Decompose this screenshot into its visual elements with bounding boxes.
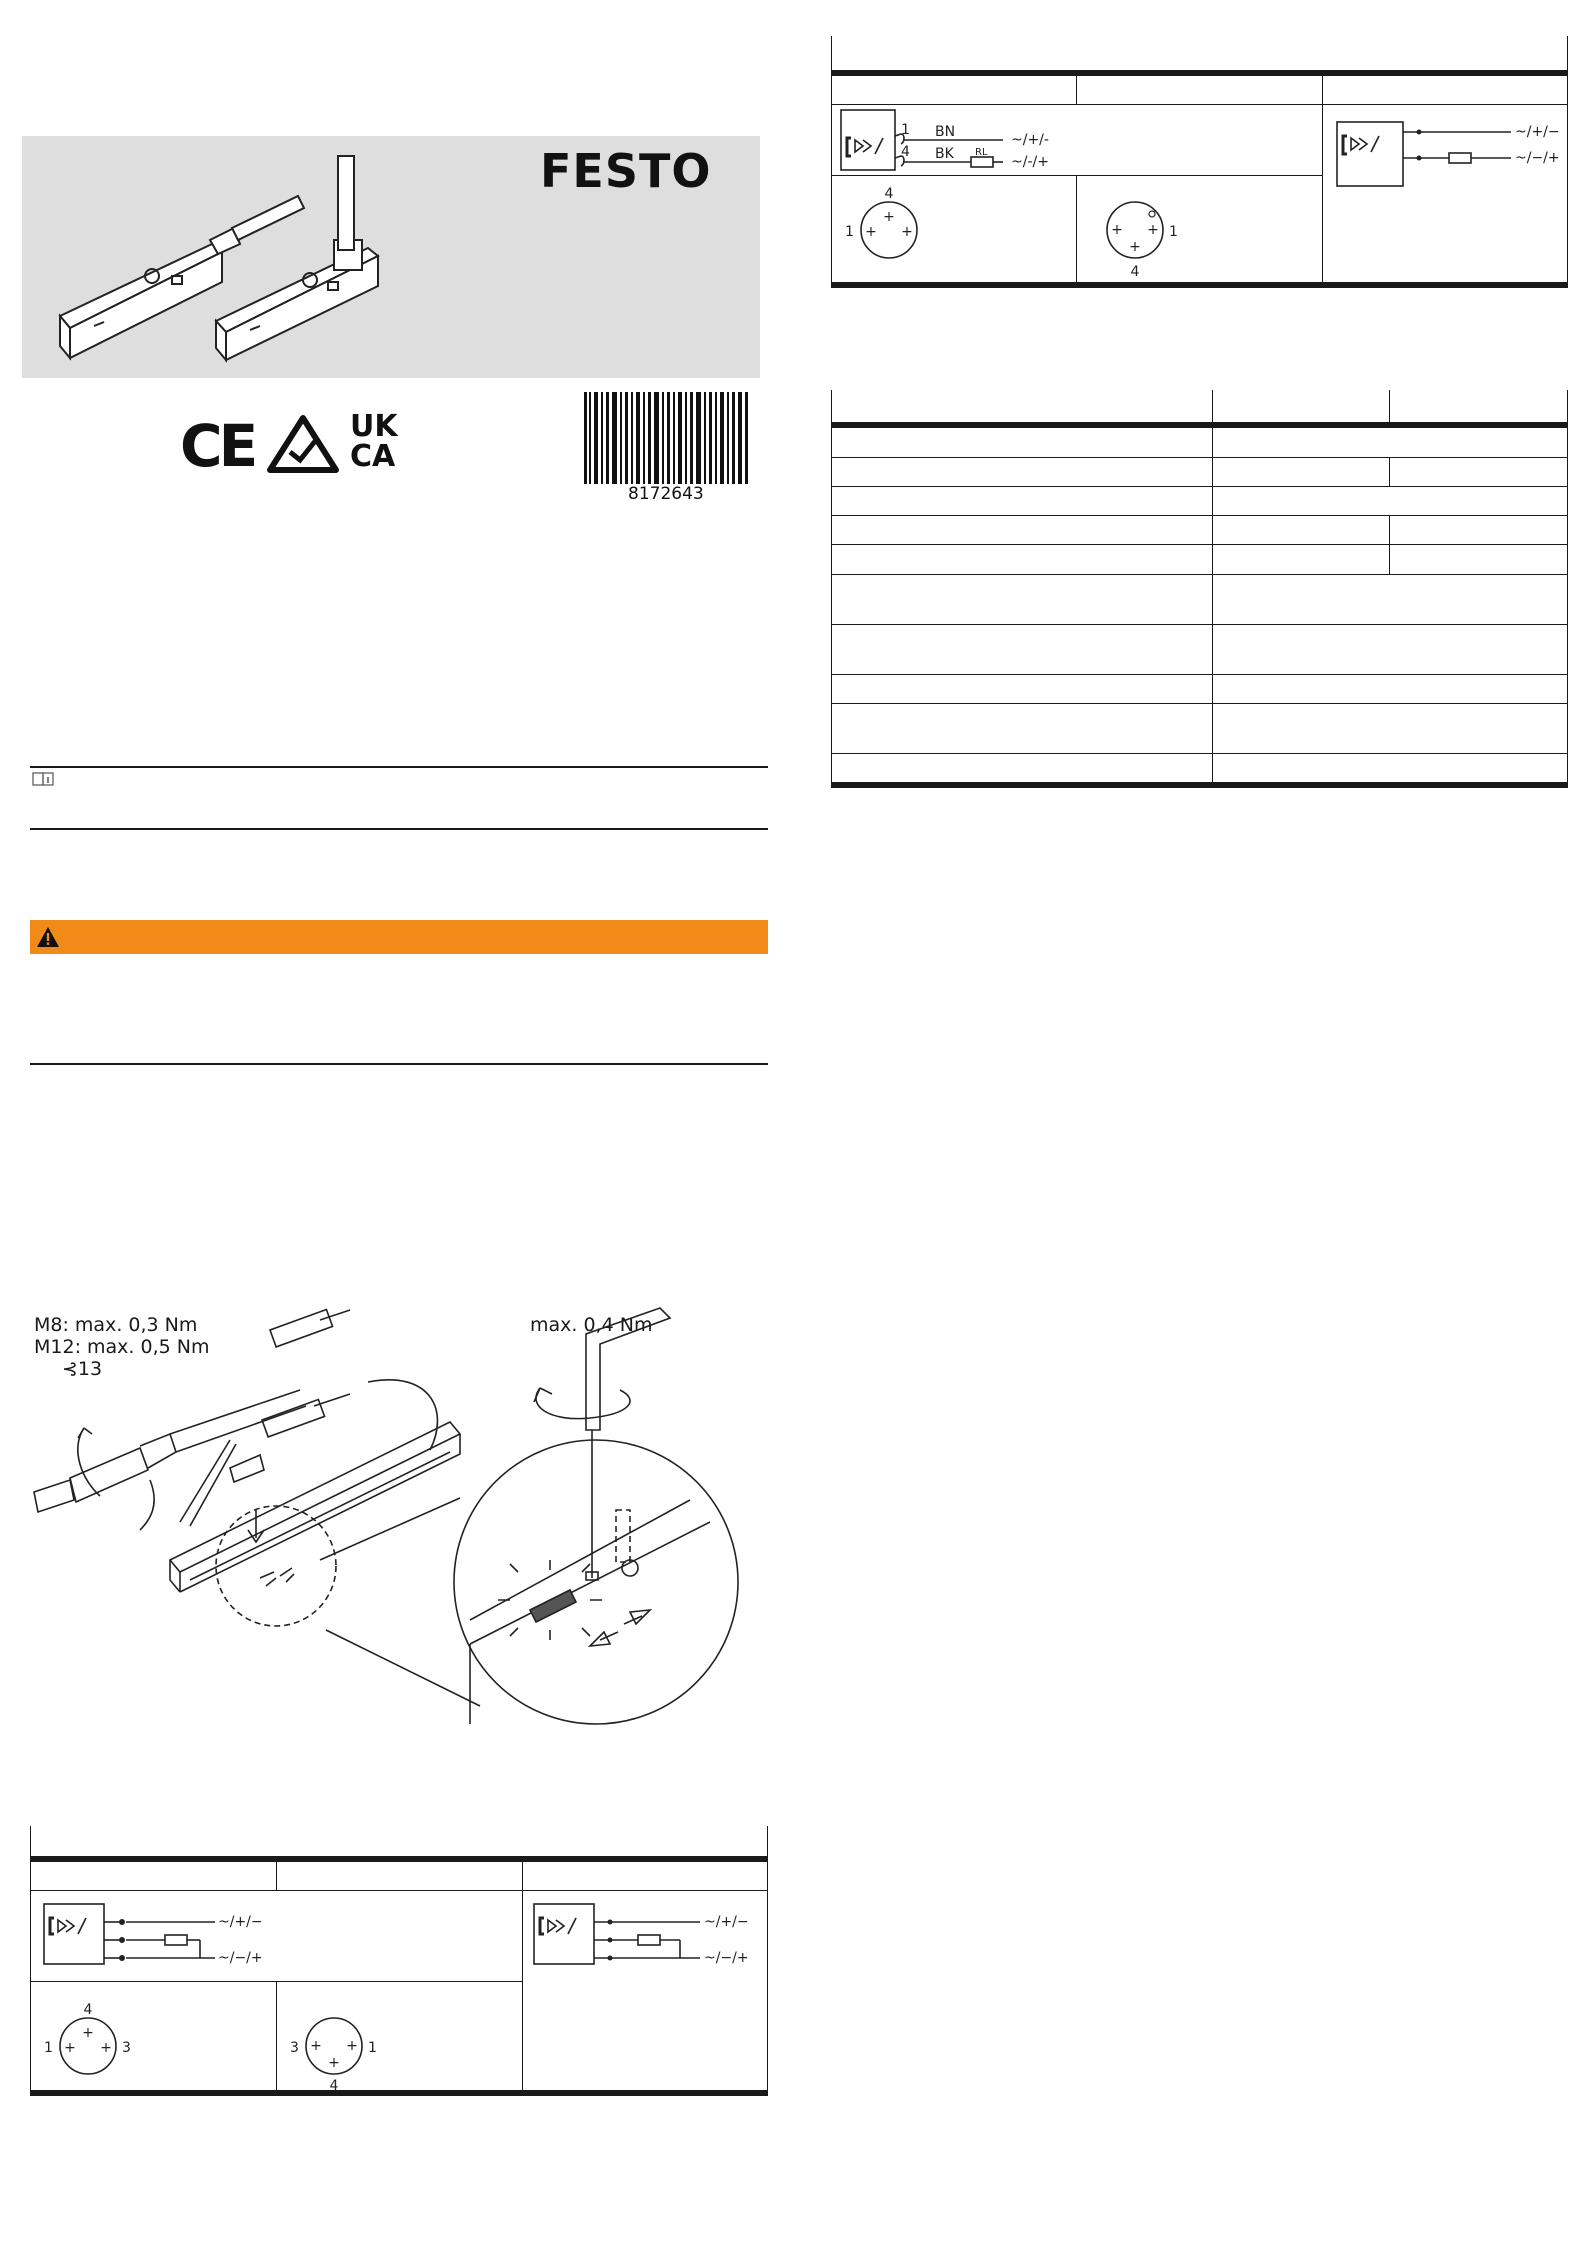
load-label: RL	[975, 147, 988, 158]
pin-label: 3	[122, 2040, 131, 2056]
table-rule	[831, 486, 1568, 487]
table-rule	[831, 574, 1568, 575]
supply-pos-label: ~/+/−	[704, 1914, 749, 1930]
pin-label: 1	[901, 122, 910, 138]
barcode-number: 8172643	[628, 484, 704, 504]
table-rule	[1212, 390, 1213, 424]
svg-text:+: +	[883, 209, 895, 225]
table-rule	[276, 1862, 277, 1890]
table-rule	[1567, 36, 1568, 72]
pin-label: 4	[1130, 264, 1140, 280]
torque-m12-label: M12: max. 0,5 Nm	[34, 1336, 210, 1358]
pin-label: 1	[1169, 224, 1178, 240]
table-rule	[831, 457, 1568, 458]
product-image-panel	[22, 136, 760, 378]
table-rule	[1389, 458, 1390, 486]
svg-text:+: +	[328, 2055, 340, 2071]
wire-color-label: BN	[935, 124, 956, 140]
wiring-diagram-2wire	[831, 104, 1568, 284]
table-rule	[831, 515, 1568, 516]
table-rule	[1076, 76, 1077, 104]
ce-mark: CE	[180, 412, 255, 480]
table-rule	[831, 624, 1568, 625]
warning-triangle-icon	[36, 926, 60, 948]
table-rule	[831, 390, 832, 424]
wrench-size-value: 13	[77, 1358, 103, 1380]
manual-icon	[32, 770, 56, 790]
svg-text:+: +	[1111, 222, 1123, 238]
svg-text:+: +	[865, 224, 877, 240]
ukca-mark-line2: CA	[350, 439, 396, 474]
table-rule	[1567, 428, 1568, 782]
warning-bar	[30, 920, 768, 954]
table-rule	[1212, 428, 1213, 782]
supply-pos-label: ~/+/-	[1011, 132, 1049, 148]
svg-text:+: +	[346, 2038, 358, 2054]
pin-label: 1	[368, 2040, 377, 2056]
table-bottom-rule	[30, 2090, 768, 2096]
wrench-icon: ⊰	[62, 1358, 78, 1380]
table-rule	[831, 36, 832, 72]
pin-label: 4	[901, 144, 910, 160]
rcm-mark-icon	[266, 414, 340, 474]
pin-label: 4	[884, 186, 894, 202]
pin-label: 1	[845, 224, 854, 240]
table-rule	[831, 428, 832, 782]
table-header-rule	[831, 422, 1568, 428]
pin-label: 1	[44, 2040, 53, 2056]
divider	[30, 1063, 768, 1065]
divider	[30, 766, 768, 768]
svg-text:+: +	[901, 224, 913, 240]
table-rule	[831, 544, 1568, 545]
brand-logo: FESTO	[540, 144, 712, 198]
svg-text:+: +	[310, 2038, 322, 2054]
table-rule	[767, 1826, 768, 1856]
barcode	[584, 392, 750, 488]
torque-m8-label: M8: max. 0,3 Nm	[34, 1314, 198, 1336]
wire-color-label: BK	[935, 146, 954, 162]
table-header-rule	[831, 70, 1568, 76]
svg-text:+: +	[82, 2025, 94, 2041]
supply-neg-label: ~/−/+	[1515, 150, 1560, 166]
svg-text:+: +	[1147, 222, 1159, 238]
table-rule	[831, 674, 1568, 675]
pin-label: 3	[290, 2040, 299, 2056]
supply-neg-label: ~/-/+	[1011, 154, 1049, 170]
table-rule	[30, 1826, 31, 1856]
table-header-rule	[30, 1856, 768, 1862]
pin-label: 4	[83, 2002, 93, 2018]
table-bottom-rule	[831, 782, 1568, 788]
table-rule	[831, 753, 1568, 754]
supply-pos-label: ~/+/−	[218, 1914, 263, 1930]
mounting-illustration	[30, 1310, 730, 1730]
table-rule	[831, 703, 1568, 704]
svg-text:+: +	[64, 2040, 76, 2056]
pin-label: 4	[329, 2078, 339, 2094]
torque-screw-label: max. 0,4 Nm	[530, 1314, 653, 1336]
divider	[30, 828, 768, 830]
table-rule	[1389, 515, 1390, 574]
svg-text:+: +	[1129, 239, 1141, 255]
supply-neg-label: ~/−/+	[704, 1950, 749, 1966]
table-rule	[1389, 390, 1390, 424]
wiring-diagram-3wire	[30, 1890, 768, 2094]
ukca-mark-line1: UK	[350, 409, 398, 444]
svg-text:+: +	[100, 2040, 112, 2056]
supply-pos-label: ~/+/−	[1515, 124, 1560, 140]
table-rule	[1567, 390, 1568, 424]
supply-neg-label: ~/−/+	[218, 1950, 263, 1966]
